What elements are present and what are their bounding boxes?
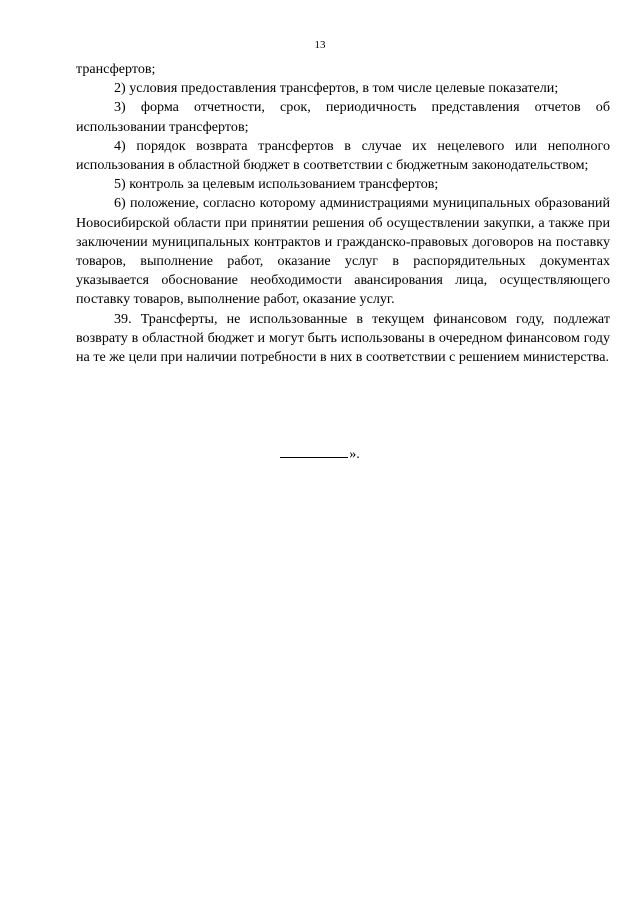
list-item-3: 3) форма отчетности, срок, периодичность представления отчетов об использовании трансфертов; bbox=[76, 99, 610, 135]
list-item-4: 4) порядок возврата трансфертов в случае их нецелевого или неполного использования в областной бюджет в соответствии с бюджетным законодательством; bbox=[76, 137, 610, 174]
closing-quote: ». bbox=[349, 446, 360, 462]
closing-line bbox=[0, 443, 640, 464]
clause-39: 39. Трансферты, не использованные в текущем финансовом году, подлежат возврату в областной бюджет и могут быть использованы в очередном финансовом году на те же цели при наличии потребности в них в соответствии с решением министерства. bbox=[76, 310, 610, 366]
page-number: 13 bbox=[314, 39, 326, 51]
list-item-6: 6) положение, согласно которому администрациями муниципальных образований Новосибирской области при принятии решения об осуществлении закупки, а также при заключении муниципальных контрактов и гражданско-правовых договоров на поставку товаров, выполнение работ, оказание услуг в распорядительных документах указывается обоснование необходимости авансирования лица, осуществляющего поставку товаров, выполнение работ, оказание услуг. bbox=[76, 195, 610, 308]
document-body bbox=[76, 60, 610, 367]
signature-underline bbox=[280, 443, 348, 458]
list-item-5: 5) контроль за целевым использованием трансфертов; bbox=[114, 176, 439, 193]
paragraph-continuation: трансфертов; bbox=[76, 61, 156, 77]
list-item-2: 2) условия предоставления трансфертов, в том числе целевые показатели; bbox=[114, 80, 559, 97]
